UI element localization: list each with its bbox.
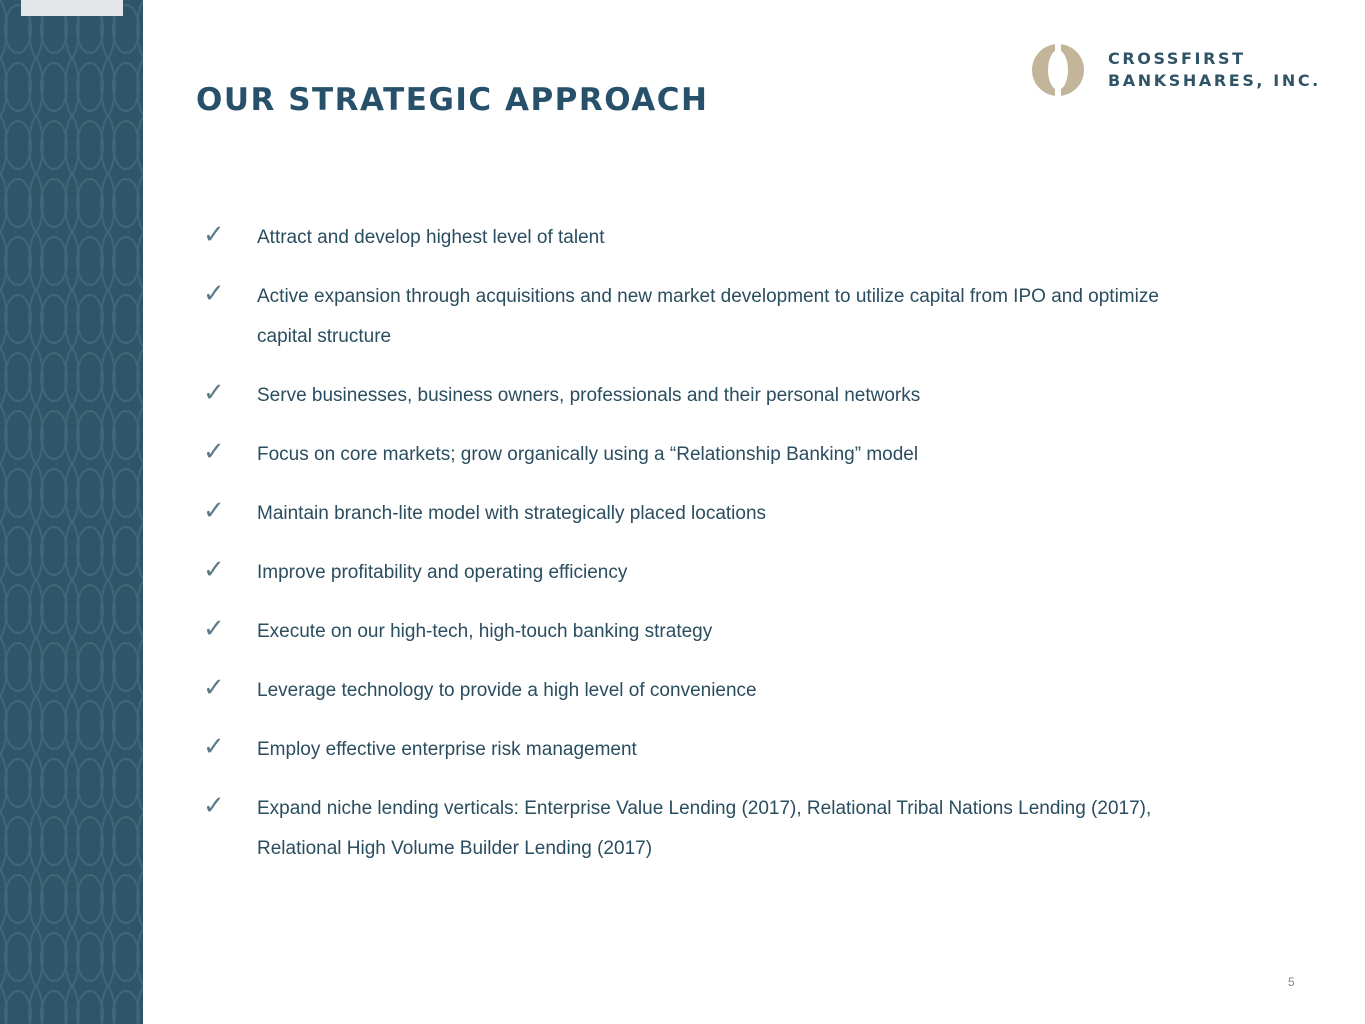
list-item — [200, 376, 1210, 416]
list-item — [200, 789, 1210, 869]
check-icon: ✓ — [203, 437, 225, 467]
sidebar-pattern — [0, 0, 143, 1024]
decorative-sidebar — [0, 0, 143, 1024]
list-item-text: Expand niche lending verticals: Enterprise Value Lending (2017), Relational Tribal Nations Lending (2017), Relational High Volume Builder Lending (2017) — [257, 798, 1152, 859]
list-item-text: Serve businesses, business owners, professionals and their personal networks — [257, 385, 921, 406]
list-item-text: Improve profitability and operating efficiency — [257, 562, 628, 583]
list-item-text: Active expansion through acquisitions and new market development to utilize capital from IPO and optimize capital structure — [257, 286, 1159, 347]
list-item — [200, 218, 1210, 258]
list-item-text: Attract and develop highest level of talent — [257, 227, 605, 248]
logo-line-1: CROSSFIRST — [1108, 49, 1246, 68]
list-item — [200, 494, 1210, 534]
check-icon: ✓ — [203, 732, 225, 762]
page-title: OUR STRATEGIC APPROACH — [196, 82, 709, 118]
check-icon: ✓ — [203, 496, 225, 526]
list-item — [200, 277, 1210, 357]
check-icon: ✓ — [203, 614, 225, 644]
check-icon: ✓ — [203, 220, 225, 250]
sidebar-tab — [21, 0, 123, 16]
strategy-list — [200, 218, 1210, 888]
list-item-text: Employ effective enterprise risk management — [257, 739, 637, 760]
list-item-text: Maintain branch-lite model with strategically placed locations — [257, 503, 767, 524]
company-logo — [1031, 43, 1361, 99]
check-icon: ✓ — [203, 673, 225, 703]
logo-line-2: BANKSHARES, INC. — [1108, 71, 1321, 90]
list-item-text: Leverage technology to provide a high level of convenience — [257, 680, 757, 701]
check-icon: ✓ — [203, 555, 225, 585]
list-item — [200, 553, 1210, 593]
list-item — [200, 671, 1210, 711]
logo-mark-icon — [1031, 43, 1085, 97]
check-icon: ✓ — [203, 791, 225, 821]
check-icon: ✓ — [203, 279, 225, 309]
list-item-text: Focus on core markets; grow organically using a “Relationship Banking” model — [257, 444, 919, 465]
list-item — [200, 435, 1210, 475]
page-number: 5 — [1288, 975, 1295, 989]
check-icon: ✓ — [203, 378, 225, 408]
list-item — [200, 730, 1210, 770]
list-item — [200, 612, 1210, 652]
list-item-text: Execute on our high-tech, high-touch banking strategy — [257, 621, 713, 642]
